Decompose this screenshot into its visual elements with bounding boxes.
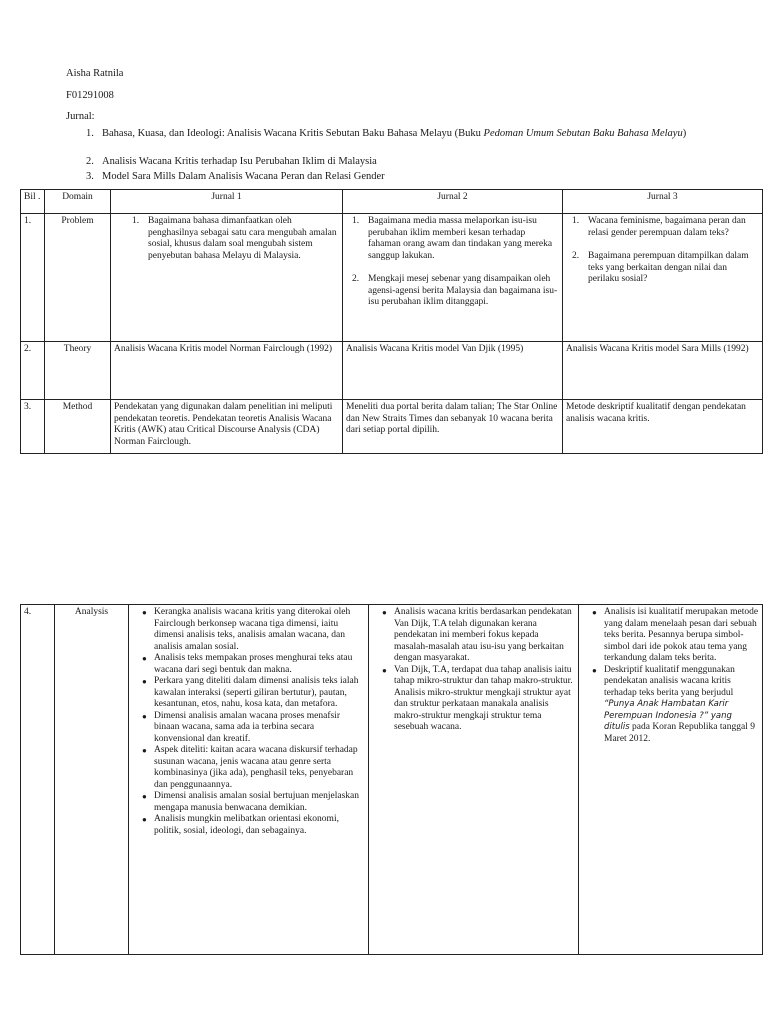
cell-j2 (369, 605, 579, 955)
list-item: ● Analisis wacana kritis berdasarkan pendekatan Van Dijk, T.A telah digunakan kerana pendekatan ini memberi fokus kepada masalah-masalah atau isu-isu yang berkaitan dengan masyarakat. (382, 607, 572, 663)
cell-j1: Analisis Wacana Kritis model Norman Fairclough (1992) (111, 342, 343, 400)
cell-j2 (343, 214, 563, 342)
cell-j1 (111, 214, 343, 342)
list-item: ● Dimensi analisis amalan sosial bertujuan menjelaskan mengapa manusia benwacana demikian. (142, 791, 359, 813)
cell-j3 (579, 605, 763, 955)
header-jurnal-3: Jurnal 3 (563, 190, 763, 214)
cell-bil: 1. (21, 214, 45, 342)
header-domain: Domain (45, 190, 111, 214)
cell-domain: Analysis (55, 605, 129, 955)
list-item: ● Analisis teks mempakan proses menghurai teks atau wacana dari segi bentuk dan makna. (142, 653, 353, 675)
list-item: 1. Bagaimana bahasa dimanfaatkan oleh penghasilnya sebagai satu cara mengubah amalan sosial, khusus dalam soal mengubah sistem penyebutan bahasa Melayu di Malaysia. (132, 216, 337, 261)
cell-bil: 4. (21, 605, 55, 955)
table-row-theory (21, 342, 763, 400)
cell-domain: Method (45, 400, 111, 454)
cell-j3: Metode deskriptif kualitatif dengan pendekatan analisis wacana kritis. (563, 400, 763, 454)
comparison-table-1 (20, 189, 763, 454)
list-item: 1. Bagaimana media massa melaporkan isu-isu perubahan iklim memberi kesan terhadap fahaman orang awam dan tindakan yang mereka sanggup lakukan. (352, 216, 553, 261)
jurnal-label: Jurnal: (66, 111, 95, 122)
handwritten-title: “Punya Anak Hambatan Karir Perempuan Indonesia ?” yang ditulis (604, 699, 732, 732)
list-item: 1. Wacana feminisme, bagaimana peran dan relasi gender perempuan dalam teks? (572, 216, 746, 238)
table-row-problem (21, 214, 763, 342)
cell-j1 (129, 605, 369, 955)
list-item: ● Analisis isi kualitatif merupakan metode yang dalam menelaah pesan dari sebuah teks berita. Pesannya berupa simbol-simbol dari ide pokok atau tema yang terkandung dalam teks berita. (592, 607, 759, 663)
list-item: ● Deskriptif kualitatif menggunakan pendekatan analisis wacana kritis terhadap teks berita yang berjudul “Punya Anak Hambatan Karir Perempuan Indonesia ?” yang ditulis pada Koran Republika tanggal 9 Maret 2012. (592, 664, 755, 744)
table-header-row (21, 190, 763, 214)
cell-j1: Pendekatan yang digunakan dalam penelitian ini meliputi pendekatan teoretis. Pendekatan teoretis Analisis Wacana Kritis (AWK) atau Critical Discourse Analysis (CDA) Norman Fairclough. (111, 400, 343, 454)
comparison-table-2 (20, 604, 763, 955)
cell-domain: Theory (45, 342, 111, 400)
table-row-analysis (21, 605, 763, 955)
student-id: F01291008 (66, 90, 114, 101)
author-name: Aisha Ratnila (66, 68, 124, 79)
cell-bil: 3. (21, 400, 45, 454)
table-row-method (21, 400, 763, 454)
list-item: ● Aspek diteliti: kaitan acara wacana diskursif terhadap susunan wacana, jenis wacana atau genre serta kombinasinya (jika ada), penghasil teks, penyebaran dan penggunaannya. (142, 745, 358, 790)
list-item: ● Analisis mungkin melibatkan orientasi ekonomi, politik, sosial, ideologi, dan sebagainya. (142, 814, 339, 836)
header-jurnal-2: Jurnal 2 (343, 190, 563, 214)
cell-j2: Analisis Wacana Kritis model Van Djik (1995) (343, 342, 563, 400)
list-item: ● Van Dijk, T.A, terdapat dua tahap analisis iaitu tahap mikro-struktur dan tahap makro-struktur. Analisis mikro-struktur mengkaji struktur ayat dan struktur perkataan manakala analisis makro-struktur mengkaji struktur tema sesebuah wacana. (382, 664, 573, 732)
header-jurnal-1: Jurnal 1 (111, 190, 343, 214)
list-item: ● Kerangka analisis wacana kritis yang diterokai oleh Fairclough berkonsep wacana tiga dimensi, iaitu dimensi analisis teks, analisis amalan wacana, dan analisis amalan sosial. (142, 607, 351, 652)
cell-bil: 2. (21, 342, 45, 400)
list-item: 2. Bagaimana perempuan ditampilkan dalam teks yang berkaitan dengan nilai dan perilaku sosial? (572, 251, 749, 284)
list-item: ● Dimensi analisis amalan wacana proses menafsir binaan wacana, sama ada ia terbina secara konvensional dan kreatif. (142, 710, 340, 744)
cell-domain: Problem (45, 214, 111, 342)
cell-j3: Analisis Wacana Kritis model Sara Mills (1992) (563, 342, 763, 400)
cell-j3 (563, 214, 763, 342)
cell-j2: Meneliti dua portal berita dalam talian; The Star Online dan New Straits Times dan sebanyak 10 wacana berita dari setiap portal dipilih. (343, 400, 563, 454)
header-bil: Bil . (21, 190, 45, 214)
list-item: 2. Mengkaji mesej sebenar yang disampaikan oleh agensi-agensi berita Malaysia dan bagaimana isu-isu perubahan iklim ditanggapi. (352, 274, 558, 307)
list-item: ● Perkara yang diteliti dalam dimensi analisis teks ialah kawalan interaksi (seperti giliran bertutur), pautan, kesantunan, etos, nahu, kosa kata, dan metafora. (142, 676, 359, 709)
